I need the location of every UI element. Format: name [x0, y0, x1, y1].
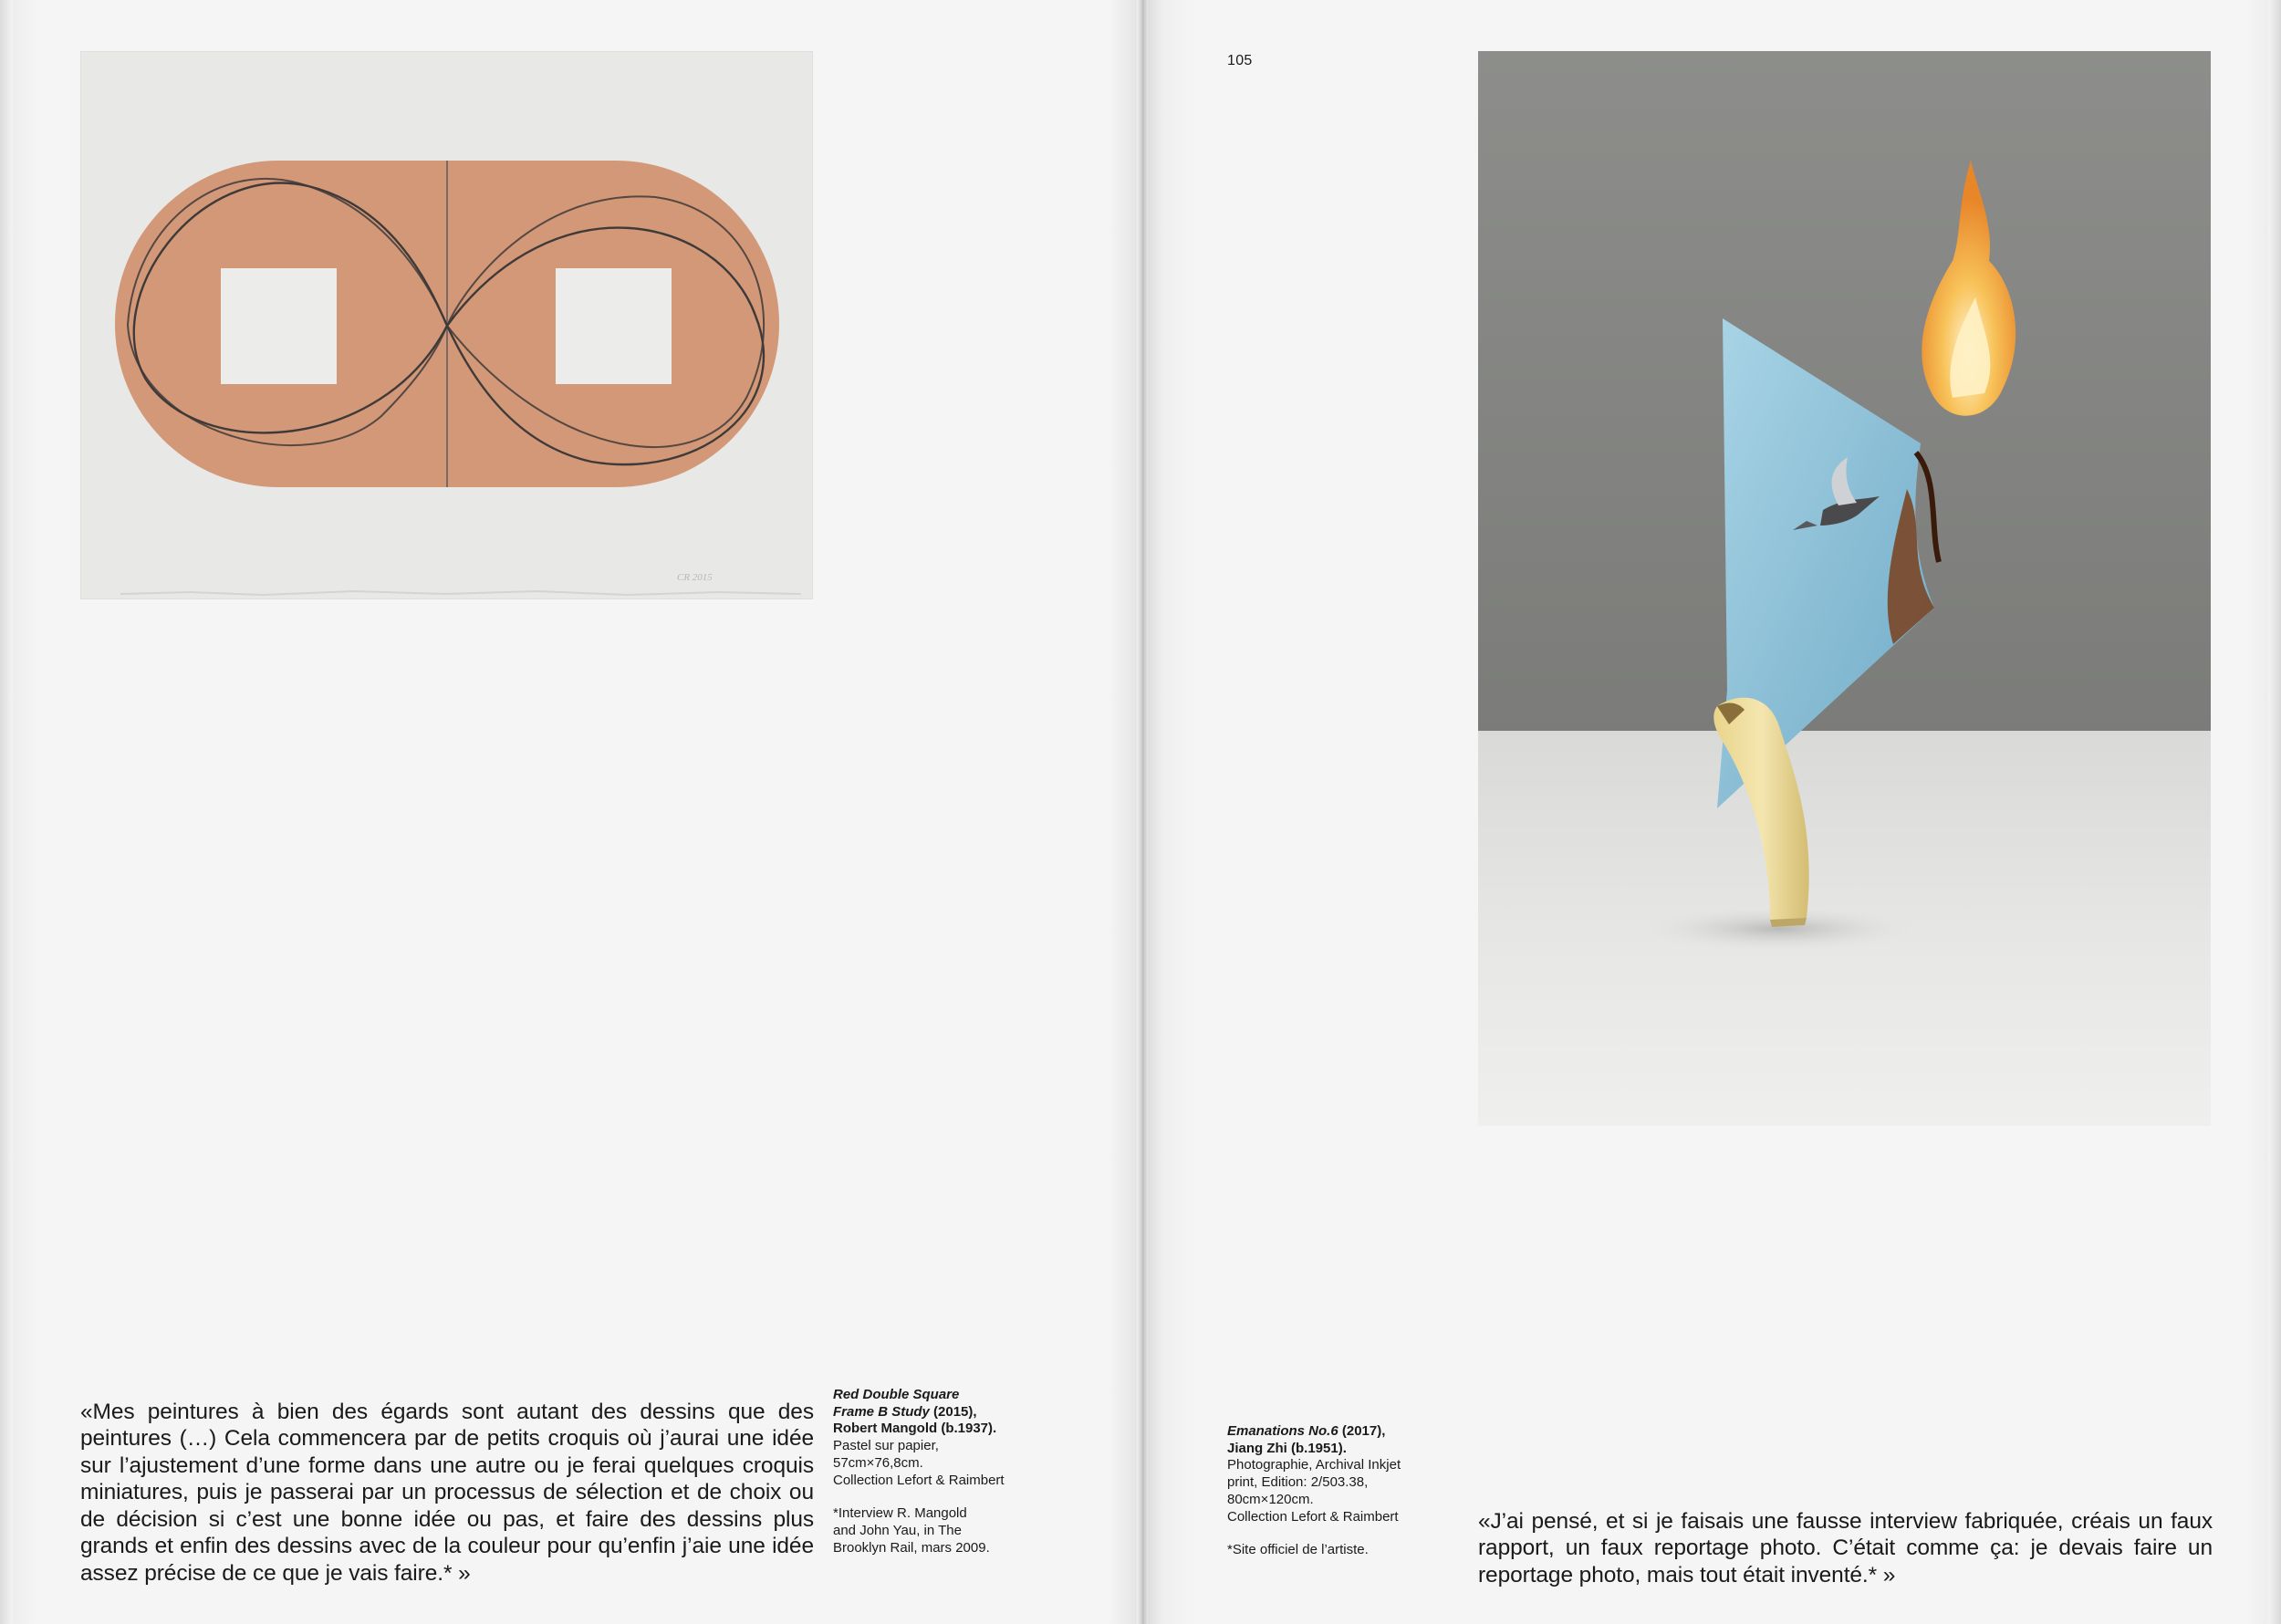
artist-name: Robert Mangold (b.1937). [833, 1421, 997, 1437]
artwork-dimensions: 57cm×76,8cm. [833, 1454, 923, 1471]
artwork-collection: Collection Lefort & Raimbert [1227, 1508, 1399, 1525]
artwork-title-line: Frame B Study (2015), [833, 1403, 977, 1420]
page-number: 105 [1227, 53, 1253, 68]
page-edge-left [0, 0, 13, 1624]
footnote: *Interview R. Mangold and John Yau, in The Brooklyn Rail, mars 2009. [833, 1505, 990, 1556]
artwork-red-double-square [80, 51, 813, 599]
caption-jiang-zhi [1227, 1423, 1455, 1559]
page-edge-right [2268, 0, 2281, 1624]
artwork-medium: Pastel sur papier, [833, 1438, 939, 1454]
jiang-zhi-quote: «J’ai pensé, et si je faisais une fausse interview fabriquée, créais un faux rapport, un faux reportage photo. C’était comme ça: je devais faire un reportage photo, mais tout était inventé.* » [1478, 1508, 2213, 1588]
artwork-medium: Photographie, Archival Inkjet [1227, 1457, 1401, 1473]
artwork-emanations-no6 [1478, 51, 2211, 1126]
caption-mangold [833, 1387, 1052, 1556]
artwork-dimensions: 80cm×120cm. [1227, 1491, 1314, 1507]
svg-text:CR 2015: CR 2015 [677, 572, 713, 583]
artwork-collection: Collection Lefort & Raimbert [833, 1472, 1005, 1488]
artwork-title-line: Red Double Square [833, 1387, 960, 1402]
book-gutter [1137, 0, 1148, 1624]
artist-name: Jiang Zhi (b.1951). [1227, 1440, 1347, 1456]
footnote: *Site officiel de l’artiste. [1227, 1542, 1369, 1558]
artwork-title-line: Emanations No.6 (2017), [1227, 1423, 1386, 1439]
artwork-medium: print, Edition: 2/503.38, [1227, 1474, 1369, 1491]
mangold-quote: «Mes peintures à bien des égards sont autant des dessins que des peintures (…) Cela commencera par de petits croquis où j’aurai une idée sur l’ajustement d’une forme dans une autre ou je ferai quelques croquis miniatures, puis je passerai par un processus de sélection et de choix ou de décision si c’est une bonne idée ou pas, et faire des dessins plus grands et enfin des dessins avec de la couleur pour qu’enfin j’aie une idée assez précise de ce que je vais faire.* » [80, 1399, 814, 1586]
